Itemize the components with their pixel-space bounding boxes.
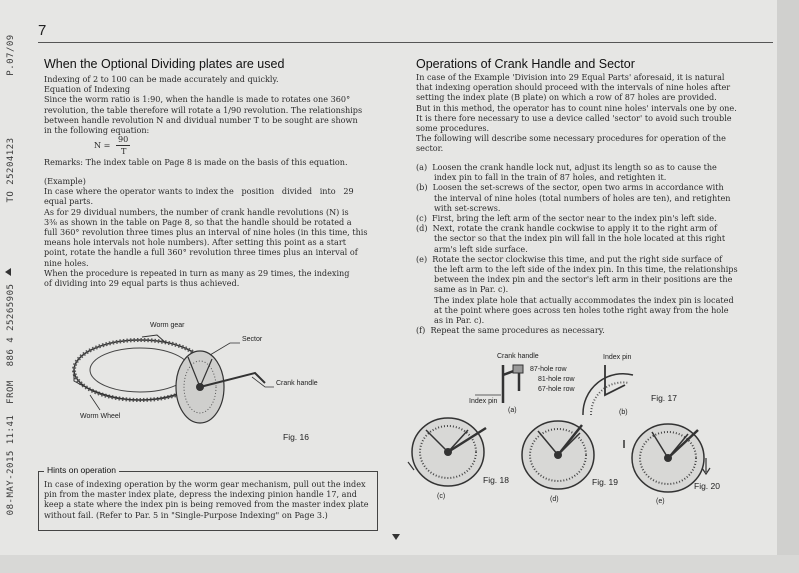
text-line: in the following equation: [44, 125, 150, 136]
text-line: nine holes. [44, 257, 89, 268]
fax-to-number: TO 25204123 [6, 137, 16, 203]
fig17-caption: Fig. 17 [651, 393, 677, 403]
text-line: the left arm to the left side of the index pin. In this time, the relationships [416, 264, 738, 275]
text-line: of dividing into 29 equal parts is thus achieved. [44, 278, 240, 289]
label-index-pin-left: Index pin [469, 398, 498, 405]
text-line: means hole intervals not hole numbers). After setting this point as a start [44, 237, 346, 248]
fax-from-label: FROM [6, 380, 16, 404]
text-line: The following will describe some necessary procedures for operation of the [416, 133, 726, 144]
fig19-hub [554, 451, 562, 459]
label-d: (d) [550, 496, 559, 503]
left-intro-text [44, 74, 362, 135]
fax-datetime: 08-MAY-2015 11:41 [6, 414, 16, 516]
text-line: some procedures. [416, 123, 490, 134]
text-line: revolution, the table therefore will rotate a 1/90 revolution. The relationships [44, 104, 363, 115]
text-line: It is there fore necessary to use a device called 'sector' to avoid such trouble [416, 112, 732, 123]
fig17b-crank [605, 365, 625, 395]
label-index-pin-17: Index pin [603, 354, 632, 361]
fig18-hub [444, 448, 452, 456]
sector-lead [210, 343, 240, 355]
header-rule [38, 42, 773, 43]
remarks-text: Remarks: The index table on Page 8 is made on the basis of this equation. [44, 157, 348, 167]
fax-page-code: P.07/09 [6, 34, 16, 76]
text-line: 3⅜ as shown in the table on Page 8, so that the handle should be rotated a [44, 216, 352, 227]
text-line: Indexing of 2 to 100 can be made accurately and quickly. [44, 74, 279, 84]
text-line: But in this method, the operator has to count nine holes' intervals one by one. [416, 102, 737, 113]
fig17a-block [513, 365, 523, 373]
text-line: (e) Rotate the sector clockwise this time, and put the right side surface of [416, 253, 723, 264]
text-line: (a) Loosen the crank handle lock nut, adjust its length so as to cause the [416, 162, 717, 172]
text-line: keep a state where the index pin is being removed from the master index plate [44, 499, 369, 510]
right-intro-text [416, 72, 737, 154]
text-line: equal parts. [44, 196, 94, 207]
text-line: the sector so that the index pin will fall in the hole located at this right [416, 233, 726, 244]
hints-title: Hints on operation [44, 465, 119, 475]
text-line: As for 29 dividual numbers, the number of crank handle revolutions (N) is [44, 206, 349, 217]
left-arrow-icon [5, 268, 11, 276]
text-line: without fail. (Refer to Par. 5 in "Single-Purpose Indexing" on Page 3.) [44, 509, 328, 520]
right-section-title: Operations of Crank Handle and Sector [416, 57, 635, 71]
text-line: Since the worm ratio is 1:90, when the handle is made to rotates one 360° [44, 94, 351, 105]
fig18-caption: Fig. 18 [483, 475, 509, 485]
fig20-hub [664, 454, 672, 462]
text-line: sector. [416, 143, 444, 154]
text-line: The index plate hole that actually accommodates the index pin is located [416, 294, 734, 305]
text-line: In case where the operator wants to index the position divided into 29 [44, 186, 354, 197]
left-section-title: When the Optional Dividing plates are used [44, 57, 285, 71]
label-worm-wheel: Worm Wheel [80, 413, 121, 420]
fax-header-column [0, 0, 22, 555]
hints-text [44, 479, 369, 520]
equation-numerator: 90 [118, 134, 129, 144]
label-worm-gear: Worm gear [150, 322, 185, 329]
text-line: In case of indexing operation by the worm gear mechanism, pull out the index [44, 479, 366, 489]
text-line: In case of the Example 'Division into 29 Equal Parts' aforesaid, it is natural [416, 72, 725, 82]
text-line: with set-screws. [416, 202, 501, 213]
text-line: setting the index plate (B plate) on which a row of 87 holes are provided. [416, 92, 717, 103]
text-line: (b) Loosen the set-screws of the sector, open two arms in accordance with [416, 182, 724, 193]
hub [196, 383, 204, 391]
text-line: (f) Repeat the same procedures as necessary. [416, 325, 605, 336]
label-67-hole-row: 67-hole row [538, 386, 575, 393]
label-c: (c) [437, 493, 446, 500]
text-line: that indexing operation should proceed with the intervals of nine holes after [416, 82, 731, 93]
label-crank-handle-17: Crank handle [497, 353, 539, 360]
text-line: index pin to fall in the train of 87 holes, and retighten it. [416, 172, 667, 183]
fax-from-number: 886 4 25265905 [6, 283, 16, 367]
text-line: the interval of nine holes (total numbers of holes are ten), and retighten [416, 192, 731, 203]
equation-denominator: T [121, 146, 127, 156]
text-line: Equation of Indexing [44, 84, 130, 95]
label-87-hole-row: 87-hole row [530, 366, 567, 373]
label-sector: Sector [242, 336, 263, 343]
text-line: between handle revolution N and dividual number T to be sought are shown [44, 114, 358, 125]
label-81-hole-row: 81-hole row [538, 376, 575, 383]
text-line: between the index pin and the sector's left arm in their positions are the [416, 274, 733, 285]
text-line: When the procedure is repeated in turn as many as 29 times, the indexing [44, 267, 350, 278]
equation-lhs: N = [94, 140, 111, 150]
procedure-steps [416, 162, 738, 335]
text-line: point, rotate the handle a full 360° revolution three times plus an interval of [44, 247, 358, 258]
label-17b: (b) [619, 409, 628, 416]
label-17a: (a) [508, 407, 517, 414]
text-line: full 360° revolution three times plus an interval of nine holes (in this time, this [44, 227, 368, 238]
worm-wheel-inner [90, 348, 190, 392]
text-line: same as in Par. c). [416, 284, 509, 295]
fig19-caption: Fig. 19 [592, 477, 618, 487]
example-text [44, 176, 368, 288]
text-line: (c) First, bring the left arm of the sector near to the index pin's left side. [416, 213, 717, 224]
fig16-caption: Fig. 16 [283, 432, 309, 442]
text-line: pin from the master index plate, depress the indexing pinion handle 17, and [44, 489, 357, 500]
page-edge-right [777, 0, 799, 573]
label-e: (e) [656, 498, 665, 505]
text-line: as in Par. c). [416, 315, 485, 326]
text-line: (d) Next, rotate the crank handle cockwise to apply it to the right arm of [416, 223, 717, 234]
text-line: at the point where goes across ten holes tothe right away from the hole [416, 304, 729, 315]
text-line: arm's left side surface. [416, 243, 528, 254]
page-number: 7 [38, 22, 47, 39]
fig20-caption: Fig. 20 [694, 481, 720, 491]
down-arrow-icon [392, 534, 400, 540]
wheel-lead [90, 395, 100, 410]
label-crank-handle: Crank handle [276, 380, 318, 387]
page-edge-bottom [0, 555, 799, 573]
text-line: (Example) [44, 176, 86, 186]
